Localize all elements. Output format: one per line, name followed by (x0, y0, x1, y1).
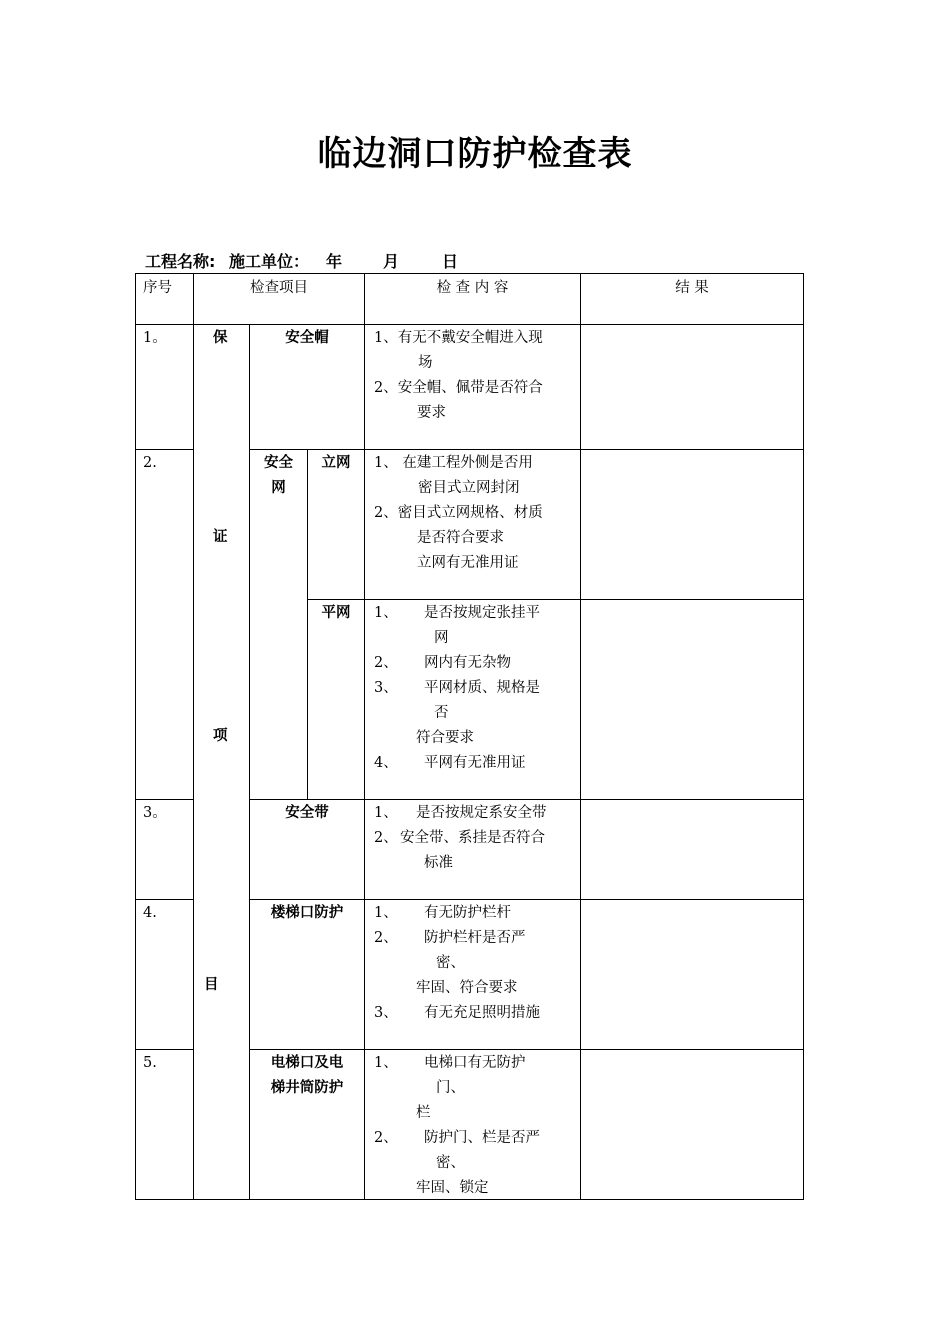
item-number: 3、 (374, 1005, 398, 1021)
header-check-item: 检查项目 (250, 280, 308, 296)
item-number: 1、 (374, 805, 398, 821)
item-number: 2、 (374, 1130, 398, 1146)
content-line: 牢固、锁定 (416, 1180, 489, 1196)
result-cell[interactable] (582, 901, 802, 1048)
content-line: 标准 (424, 855, 453, 871)
month-label: 月 (383, 252, 400, 271)
row-seq: 3。 (143, 805, 167, 821)
result-cell[interactable] (582, 601, 802, 798)
content-line: 密、 (436, 1155, 465, 1171)
check-item-elevator-protection (250, 1051, 364, 1101)
content-line: 密目式立网封闭 (418, 480, 520, 496)
check-content (374, 451, 543, 576)
item-line: 电梯口及电 (270, 1055, 344, 1071)
content-line: 1、 在建工程外侧是否用 (374, 455, 533, 471)
row-seq: 4. (143, 905, 157, 921)
content-line: 是否按规定系安全带 (416, 805, 547, 821)
row-seq: 2. (143, 455, 157, 471)
content-line: 立网有无准用证 (417, 555, 519, 571)
content-line: 场 (418, 355, 433, 371)
check-item-safety-net (250, 451, 307, 501)
content-line: 栏 (416, 1105, 431, 1121)
header-seq: 序号 (143, 280, 172, 296)
check-item-stair-protection: 楼梯口防护 (270, 905, 344, 921)
content-line: 电梯口有无防护 (424, 1055, 526, 1071)
construction-unit-label: 施工单位： (229, 252, 310, 271)
content-line: 网内有无杂物 (424, 655, 511, 671)
content-line: 有无防护栏杆 (424, 905, 511, 921)
page-title: 临边洞口防护检查表 (317, 134, 633, 174)
content-line: 是否按规定张挂平 (424, 605, 540, 621)
check-item-helmet: 安全帽 (285, 330, 329, 346)
sub-item-vertical-net: 立网 (321, 455, 351, 471)
content-line: 2、安全帽、佩带是否符合 (374, 380, 543, 396)
group-label-char: 项 (213, 728, 228, 744)
content-line: 防护门、栏是否严 (424, 1130, 540, 1146)
check-content (374, 601, 540, 776)
content-line: 密、 (436, 955, 465, 971)
content-line: 门、 (436, 1080, 465, 1096)
content-line: 平网材质、规格是 (424, 680, 540, 696)
sub-item-flat-net: 平网 (321, 605, 351, 621)
item-number: 4、 (374, 755, 398, 771)
check-content (374, 326, 543, 426)
content-line: 平网有无准用证 (424, 755, 526, 771)
result-cell[interactable] (582, 801, 802, 898)
header-result: 结 果 (675, 280, 709, 296)
group-label-char: 证 (213, 529, 228, 545)
item-line: 梯井筒防护 (270, 1080, 344, 1096)
content-line: 否 (434, 705, 449, 721)
item-number: 2、 (374, 655, 398, 671)
group-label-char: 保 (213, 330, 228, 346)
item-number: 1、 (374, 605, 398, 621)
year-label: 年 (326, 252, 343, 271)
result-cell[interactable] (582, 326, 802, 448)
row-seq: 5. (143, 1055, 157, 1071)
item-line: 网 (271, 480, 286, 496)
project-name-label: 工程名称: (145, 252, 216, 271)
content-line: 有无充足照明措施 (424, 1005, 540, 1021)
content-line: 是否符合要求 (417, 530, 504, 546)
content-line: 要求 (417, 405, 446, 421)
item-number: 1、 (374, 1055, 398, 1071)
item-number: 2、 (374, 930, 398, 946)
result-cell[interactable] (582, 451, 802, 598)
item-number: 1、 (374, 905, 398, 921)
item-number: 2、 (374, 830, 398, 846)
item-line: 安全 (264, 455, 293, 471)
check-item-safety-belt: 安全带 (285, 805, 329, 821)
result-cell[interactable] (582, 1051, 802, 1198)
content-line: 2、密目式立网规格、材质 (374, 505, 543, 521)
content-line: 1、有无不戴安全帽进入现 (374, 330, 543, 346)
content-line: 网 (434, 630, 449, 646)
content-line: 防护栏杆是否严 (424, 930, 526, 946)
item-number: 3、 (374, 680, 398, 696)
content-line: 安全带、系挂是否符合 (400, 830, 545, 846)
check-content (374, 801, 547, 876)
check-content (374, 1051, 540, 1201)
day-label: 日 (442, 252, 459, 271)
header-check-content: 检 查 内 容 (436, 280, 509, 296)
content-line: 牢固、符合要求 (416, 980, 518, 996)
check-content (374, 901, 540, 1026)
content-line: 符合要求 (416, 730, 474, 746)
group-label-char: 目 (204, 977, 219, 993)
row-seq: 1。 (143, 330, 167, 346)
